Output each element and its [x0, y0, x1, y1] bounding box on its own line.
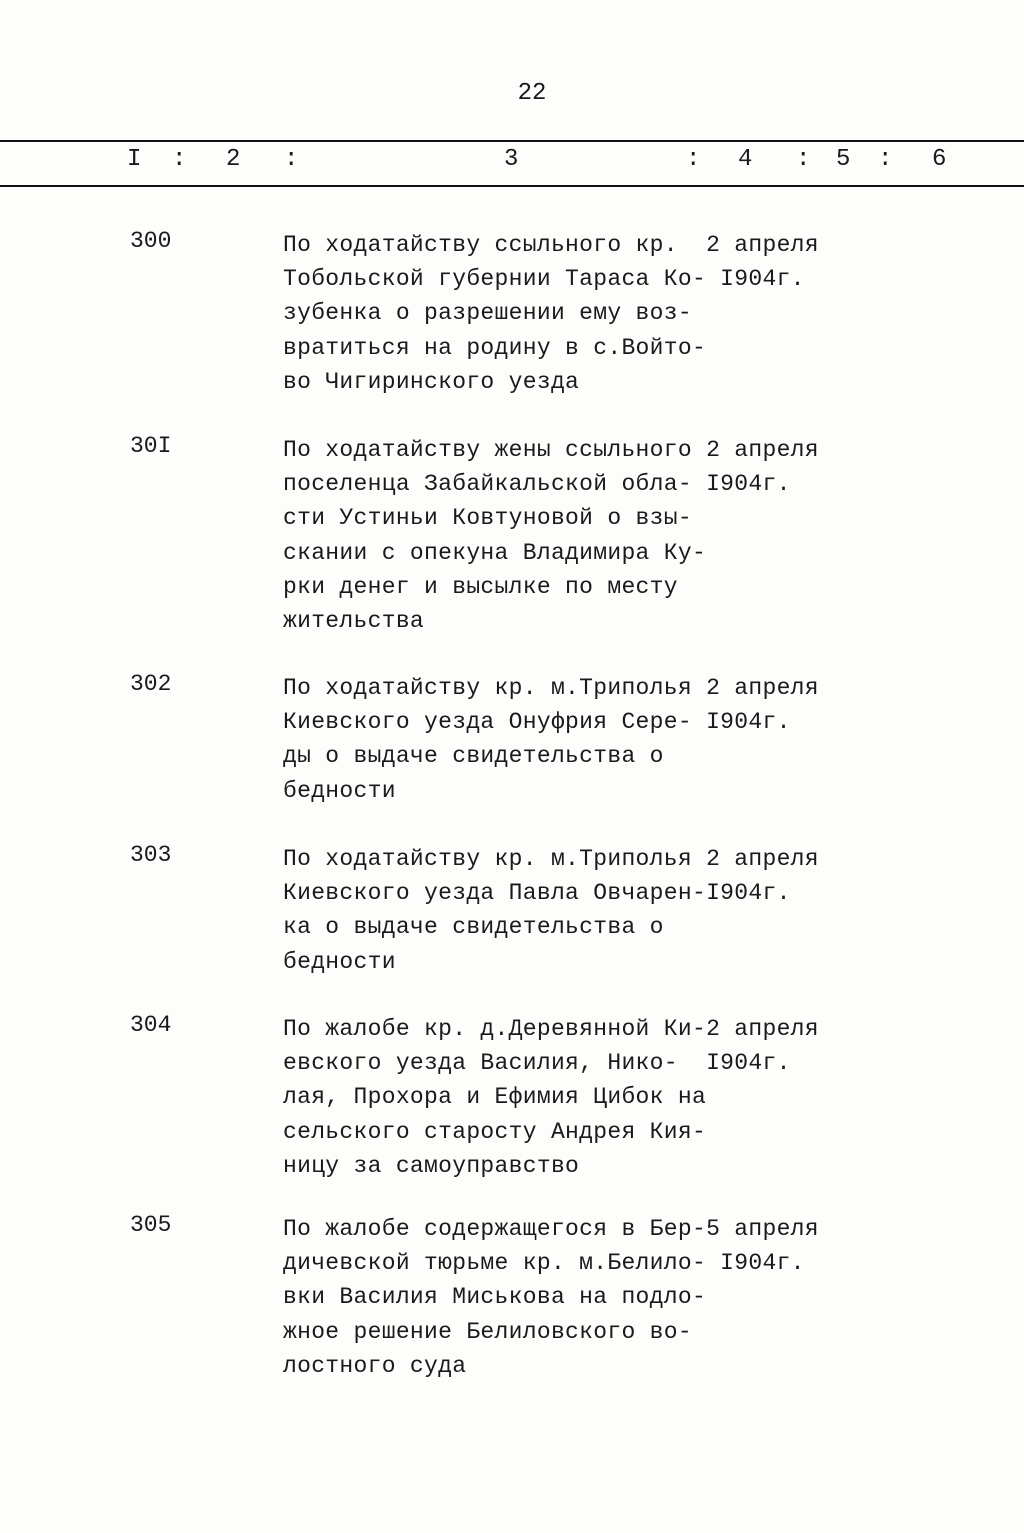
entry-line: во Чигиринского уезда	[283, 368, 580, 395]
entry-line: бедности	[283, 948, 396, 975]
entry-description	[283, 1212, 819, 1383]
entry-line: зубенка о разрешении ему воз-	[283, 300, 692, 327]
entry-line: Тобольской губернии Тараса Ко- I904г.	[283, 266, 805, 293]
entry-line: По ходатайству кр. м.Триполья 2 апреля	[283, 675, 819, 701]
col-3: 3	[504, 146, 519, 173]
entry-description	[283, 671, 819, 808]
col-2: 2	[226, 146, 241, 173]
entry-line: вратиться на родину в с.Войто-	[283, 334, 707, 361]
entry-line: бедности	[283, 777, 396, 804]
entry-line: По ходатайству ссыльного кр. 2 апреля	[283, 232, 819, 258]
entry-line: лостного суда	[283, 1352, 467, 1379]
entry-number: 300	[130, 228, 172, 254]
page-number: 22	[517, 80, 547, 107]
entry-number: 303	[130, 842, 172, 868]
entry-number: 304	[130, 1012, 172, 1038]
col-sep: :	[284, 146, 299, 173]
entry-line: ницу за самоуправство	[283, 1152, 580, 1179]
entry-line: сельского старосту Андрея Кия-	[283, 1118, 707, 1145]
col-1: I	[127, 146, 142, 173]
col-sep: :	[796, 146, 811, 173]
col-5: 5	[836, 146, 851, 173]
entry-description	[283, 1012, 819, 1183]
entry-line: поселенца Забайкальской обла- I904г.	[283, 471, 791, 498]
header-bottom-rule	[0, 185, 1024, 187]
entry-line: По жалобе кр. д.Деревянной Ки-2 апреля	[283, 1016, 819, 1042]
entry-number: 30I	[130, 433, 172, 459]
col-4: 4	[738, 146, 753, 173]
entry-description	[283, 433, 819, 638]
entry-line: жительства	[283, 608, 425, 635]
entry-line: По жалобе содержащегося в Бер-5 апреля	[283, 1216, 819, 1242]
entry-line: Киевского уезда Павла Овчарен-I904г.	[283, 880, 791, 907]
entry-description	[283, 842, 819, 979]
col-sep: :	[878, 146, 893, 173]
entry-line: сти Устиньи Ковтуновой о взы-	[283, 505, 692, 532]
entry-number: 302	[130, 671, 172, 697]
col-6: 6	[932, 146, 947, 173]
col-sep: :	[172, 146, 187, 173]
header-top-rule	[0, 140, 1024, 142]
entry-line: скании с опекуна Владимира Ку-	[283, 539, 707, 566]
entry-line: По ходатайству кр. м.Триполья 2 апреля	[283, 846, 819, 872]
entry-line: дичевской тюрьме кр. м.Белило- I904г.	[283, 1250, 805, 1277]
entry-line: евского уезда Василия, Нико- I904г.	[283, 1050, 791, 1077]
entry-line: ды о выдаче свидетельства о	[283, 743, 664, 770]
entry-line: жное решение Белиловского во-	[283, 1318, 692, 1345]
entry-number: 305	[130, 1212, 172, 1238]
col-sep: :	[686, 146, 701, 173]
entry-line: Киевского уезда Онуфрия Сере- I904г.	[283, 709, 791, 736]
entry-line: вки Василия Миськова на подло-	[283, 1284, 707, 1311]
entry-line: рки денег и высылке по месту	[283, 573, 678, 600]
entry-line: ка о выдаче свидетельства о	[283, 914, 664, 941]
entry-line: По ходатайству жены ссыльного 2 апреля	[283, 437, 819, 463]
entry-description	[283, 228, 819, 399]
entry-line: лая, Прохора и Ефимия Цибок на	[283, 1084, 707, 1111]
